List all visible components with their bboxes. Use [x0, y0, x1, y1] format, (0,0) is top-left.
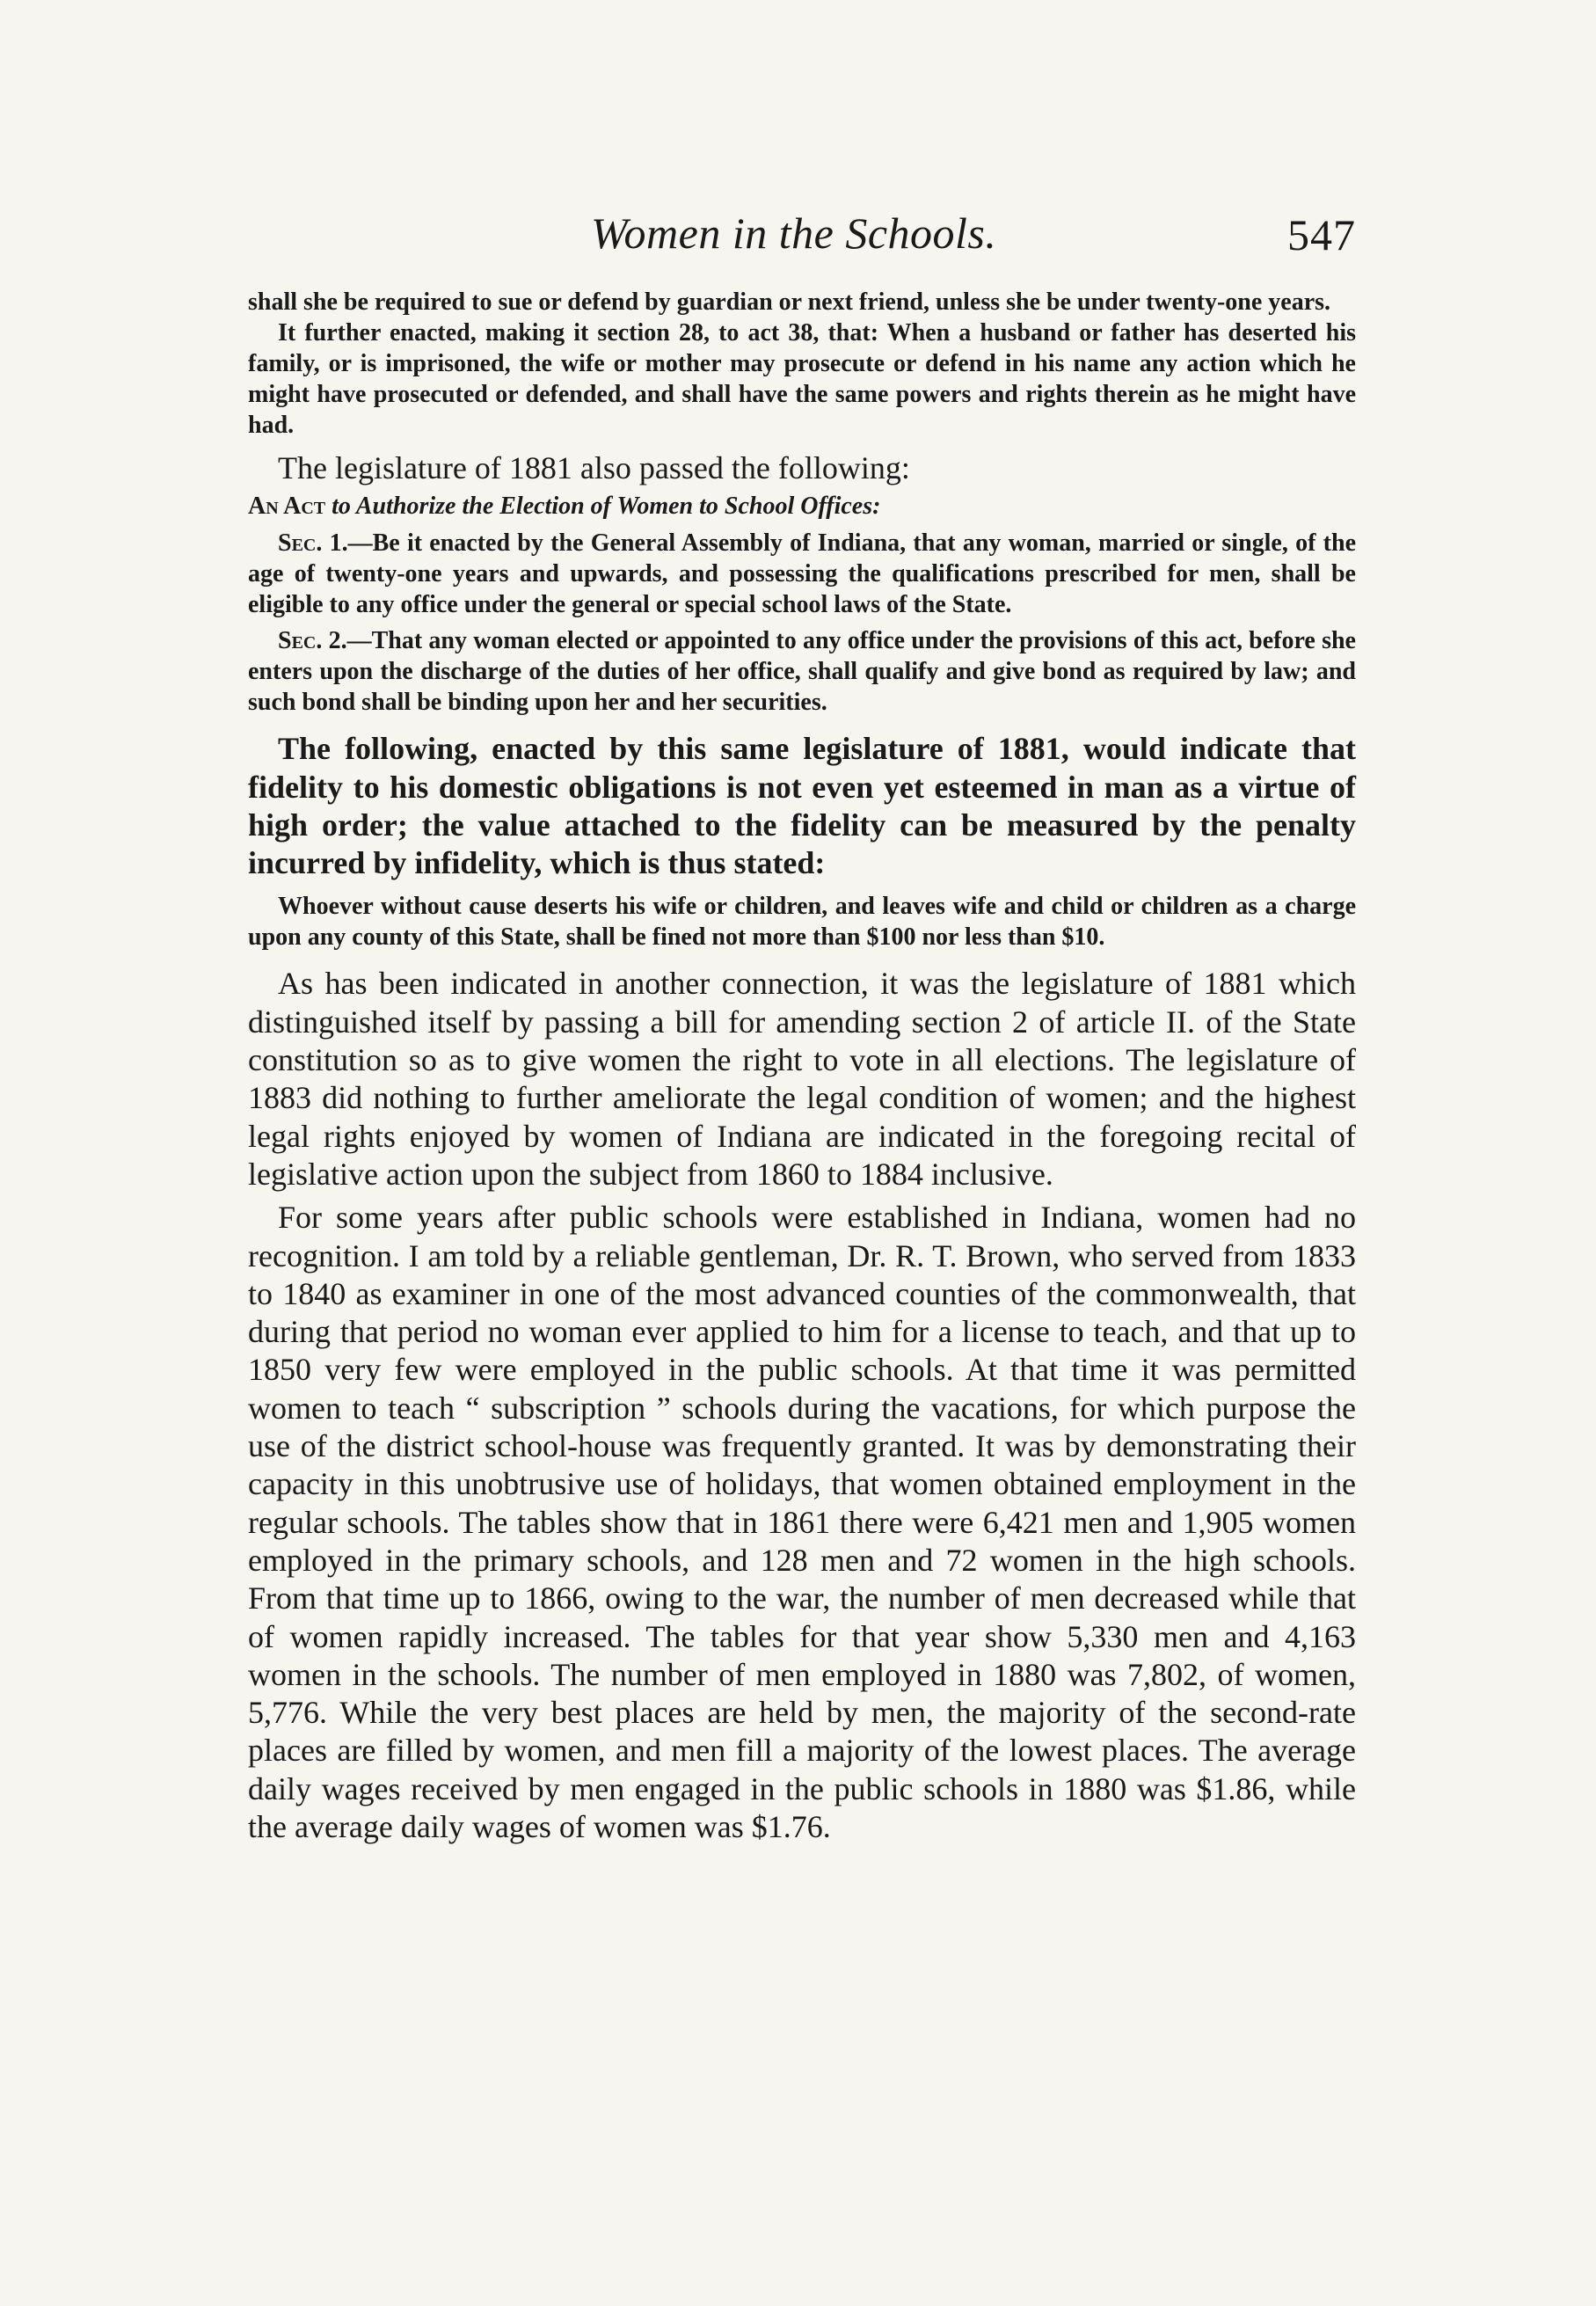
act-section-2: [248, 625, 1356, 718]
book-page: [248, 208, 1356, 1846]
section-2-text: —That any woman elected or appointed to any office under the provisions of this act, before she enters upon the discharge of the duties of her office, shall qualify and give bond as required by law; and such bond shall be binding upon her and her securities.: [248, 627, 1356, 717]
paragraph-section-28: It further enacted, making it section 28, to act 38, that: When a husband or father has deserted his family, or is imprisoned, the wife or mother may prosecute or defend in his name any action which he might have prosecuted or defended, and shall have the same powers and rights therein as he might have had.: [248, 319, 1356, 439]
section-1-text: —Be it enacted by the General Assembly of Indiana, that any woman, married or single, of the age of twenty-one years and upwards, and possessing the qualifications prescribed for men, shall be eligible to any office under the general or special school laws of the State.: [248, 529, 1357, 619]
page-header: [248, 208, 1356, 287]
act-section-1: [248, 528, 1356, 620]
act-title-text: to Authorize the Election of Women to School Offices:: [332, 493, 881, 521]
section-2-label: Sec. 2.: [278, 627, 347, 655]
paragraph-fidelity: The following, enacted by this same legislature of 1881, would indicate that fidelity to his domestic obligations is not even yet esteemed in man as a virtue of high order; the value attached to the fidelity can be measured by the penalty incurred by infidelity, which is thus stated:: [248, 731, 1356, 881]
paragraph-continuation: shall she be required to sue or defend by guardian or next friend, unless she be under twenty-one years.: [248, 288, 1331, 316]
paragraph-legislature-1881: The legislature of 1881 also passed the following:: [278, 450, 910, 485]
act-title: [248, 491, 1356, 522]
act-title-prefix: An Act: [248, 493, 326, 521]
paragraph-public-schools: For some years after public schools were established in Indiana, women had no recognition. I am told by a reliable gentleman, Dr. R. T. Brown, who served from 1833 to 1840 as examiner in one of the most advanced counties of the commonwealth, that during that period no woman ever applied to him for a license to teach, and that up to 1850 very few were employed in the public schools. At that time it was permitted women to teach “ subscription ” schools during the vacations, for which purpose the use of the district school-house was frequently granted. It was by demonstrating their capacity in this unobtrusive use of holidays, that women obtained employment in the regular schools. The tables show that in 1861 there were 6,421 men and 1,905 women employed in the primary schools, and 128 men and 72 women in the high schools. From that time up to 1866, owing to the war, the number of men decreased while that of women rapidly increased. The tables for that year show 5,330 men and 4,163 women in the schools. The number of men employed in 1880 was 7,802, of women, 5,776. While the very best places are held by men, the majority of the second-rate places are filled by women, and men fill a majority of the lowest places. The average daily wages received by men engaged in the public schools in 1880 was $1.86, while the average daily wages of women was $1.76.: [248, 1200, 1356, 1845]
paragraph-desertion-statute: Whoever without cause deserts his wife or children, and leaves wife and child or children as a charge upon any county of this State, shall be fined not more than $100 nor less than $10.: [248, 893, 1356, 952]
paragraph-constitution-amendment: As has been indicated in another connection, it was the legislature of 1881 which distinguished itself by passing a bill for amending section 2 of article II. of the State constitution so as to give women the right to vote in all elections. The legislature of 1883 did nothing to further ameliorate the legal condition of women; and the highest legal rights enjoyed by women of Indiana are indicated in the foregoing recital of legislative action upon the subject from 1860 to 1884 inclusive.: [248, 966, 1356, 1192]
running-title: Women in the Schools.: [591, 208, 997, 258]
page-number: 547: [1287, 210, 1356, 259]
section-1-label: Sec. 1.: [278, 529, 348, 558]
